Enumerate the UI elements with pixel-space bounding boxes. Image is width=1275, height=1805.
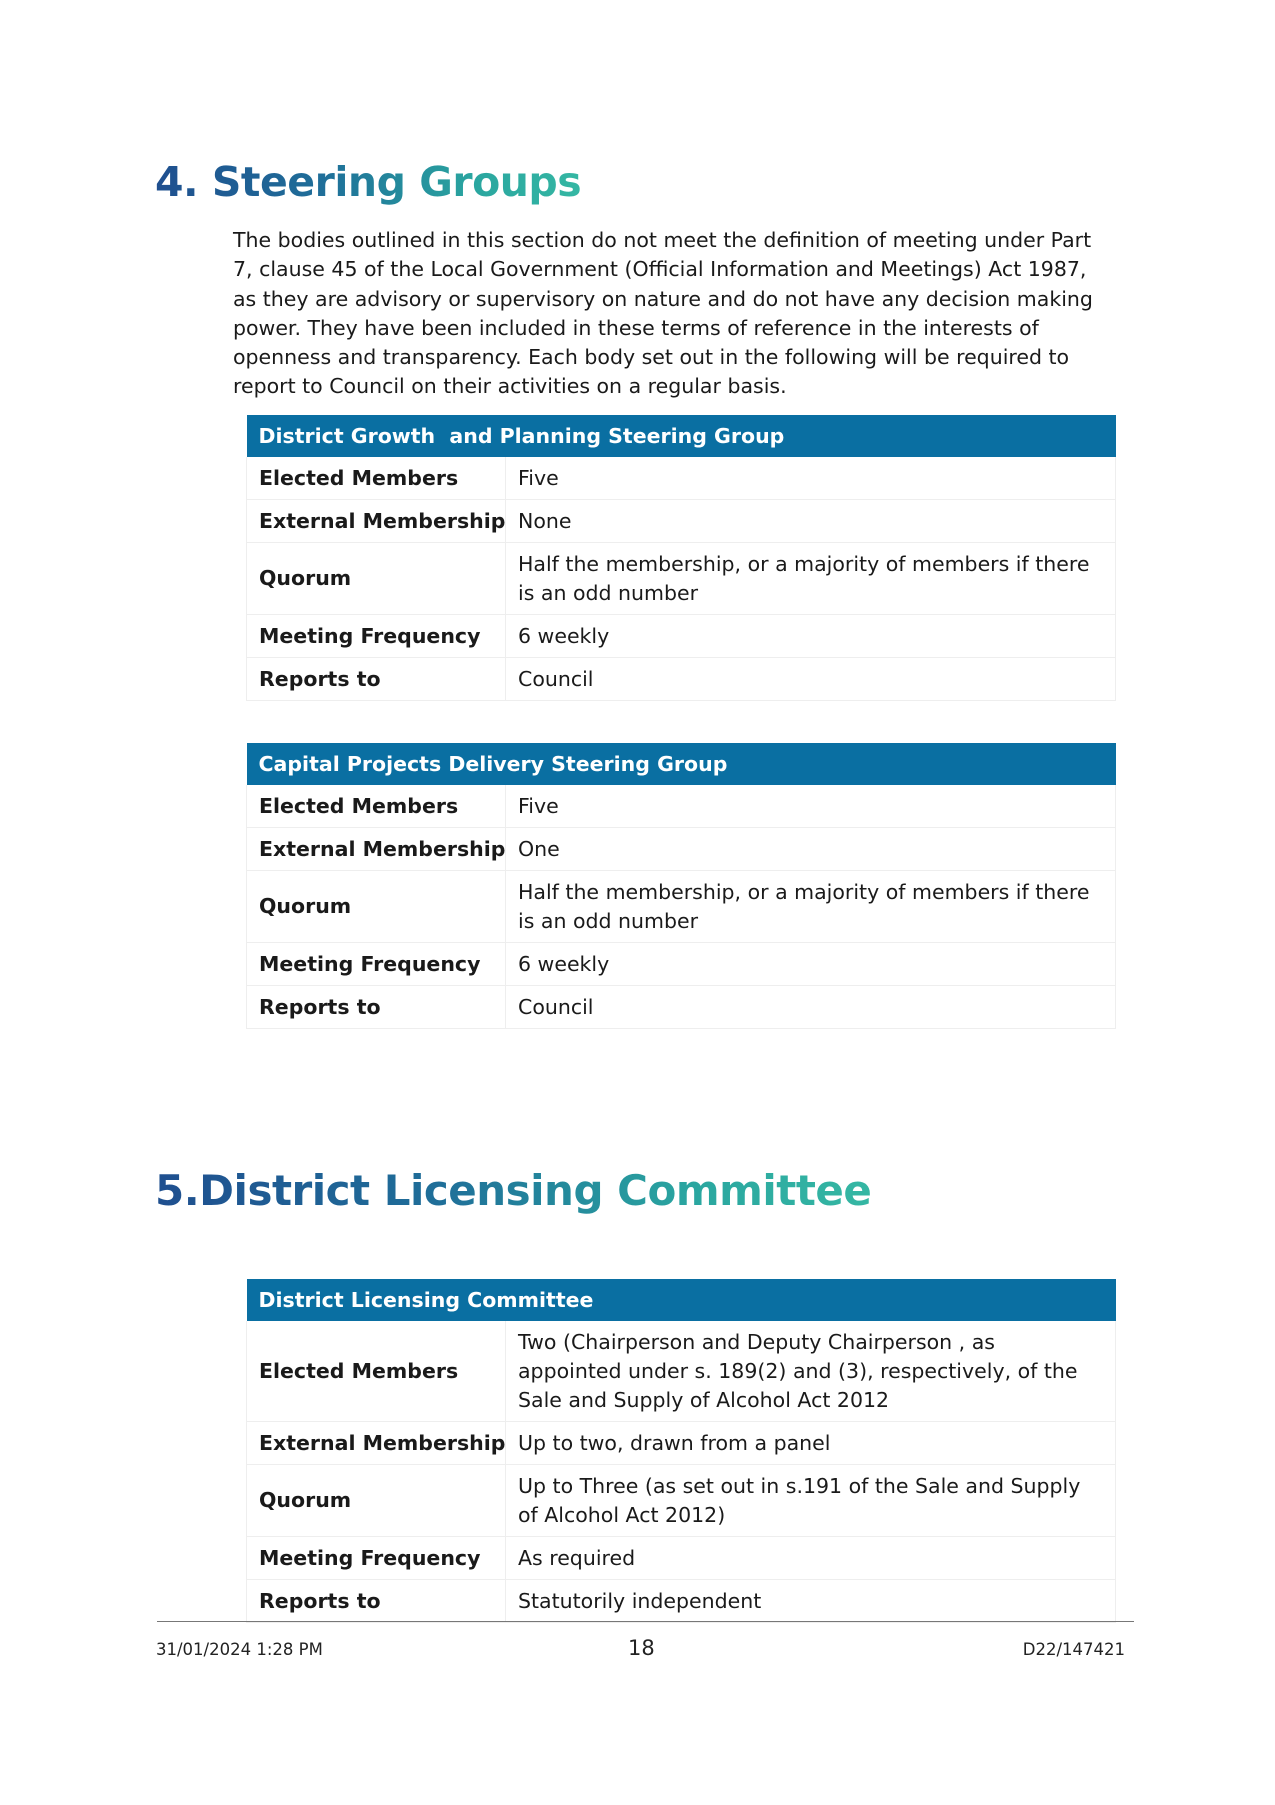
row-value: Two (Chairperson and Deputy Chairperson , as appointed under s. 189(2) and (3), respectively, of the Sale and Supply of Alcohol Act 2012	[506, 1321, 1116, 1422]
table-row	[247, 1580, 1116, 1623]
row-value: Five	[506, 785, 1116, 828]
row-label: Reports to	[247, 986, 506, 1029]
district-licensing-committee-table	[246, 1279, 1116, 1623]
table-title: District Growth and Planning Steering Group	[247, 415, 1116, 457]
table-row	[247, 1422, 1116, 1465]
table-row	[247, 828, 1116, 871]
table-row	[247, 871, 1116, 943]
row-label: Reports to	[247, 1580, 506, 1623]
table-row	[247, 785, 1116, 828]
footer-datetime: 31/01/2024 1:28 PM	[156, 1640, 323, 1659]
table-title: Capital Projects Delivery Steering Group	[247, 743, 1116, 785]
district-growth-planning-table	[246, 415, 1116, 701]
table-row	[247, 1321, 1116, 1422]
row-value: Five	[506, 457, 1116, 500]
table-row	[247, 1537, 1116, 1580]
row-value: As required	[506, 1537, 1116, 1580]
row-value: 6 weekly	[506, 943, 1116, 986]
section-4-heading: 4. Steering Groups	[155, 158, 582, 206]
row-label: Elected Members	[247, 785, 506, 828]
row-value: Council	[506, 986, 1116, 1029]
row-value: Statutorily independent	[506, 1580, 1116, 1623]
row-value: None	[506, 500, 1116, 543]
row-label: External Membership	[247, 500, 506, 543]
row-label: Meeting Frequency	[247, 615, 506, 658]
table-row	[247, 615, 1116, 658]
row-label: Elected Members	[247, 1321, 506, 1422]
row-label: External Membership	[247, 828, 506, 871]
row-label: Quorum	[247, 1465, 506, 1537]
page-number: 18	[628, 1636, 655, 1660]
row-value: Up to two, drawn from a panel	[506, 1422, 1116, 1465]
row-value: Half the membership, or a majority of members if there is an odd number	[506, 543, 1116, 615]
row-label: Meeting Frequency	[247, 943, 506, 986]
row-label: Quorum	[247, 543, 506, 615]
table-title: District Licensing Committee	[247, 1279, 1116, 1321]
capital-projects-delivery-table	[246, 743, 1116, 1029]
table-row	[247, 658, 1116, 701]
row-value: Up to Three (as set out in s.191 of the Sale and Supply of Alcohol Act 2012)	[506, 1465, 1116, 1537]
row-value: Half the membership, or a majority of members if there is an odd number	[506, 871, 1116, 943]
row-value: One	[506, 828, 1116, 871]
row-value: Council	[506, 658, 1116, 701]
document-reference: D22/147421	[1022, 1640, 1125, 1659]
row-label: Reports to	[247, 658, 506, 701]
section-5-heading: 5.District Licensing Committee	[155, 1166, 872, 1215]
table-row	[247, 943, 1116, 986]
table-row	[247, 457, 1116, 500]
table-row	[247, 986, 1116, 1029]
row-value: 6 weekly	[506, 615, 1116, 658]
section-4-intro: The bodies outlined in this section do not meet the definition of meeting under Part 7, clause 45 of the Local Government (Official Information and Meetings) Act 1987, as they are advisory or supervisory on nature and do not have any decision making power. They have been included in these terms of reference in the interests of openness and transparency. Each body set out in the following will be required to report to Council on their activities on a regular basis.	[233, 228, 1093, 399]
footer-divider	[157, 1621, 1134, 1622]
table-row	[247, 500, 1116, 543]
row-label: Elected Members	[247, 457, 506, 500]
row-label: External Membership	[247, 1422, 506, 1465]
row-label: Quorum	[247, 871, 506, 943]
table-row	[247, 543, 1116, 615]
table-row	[247, 1465, 1116, 1537]
row-label: Meeting Frequency	[247, 1537, 506, 1580]
